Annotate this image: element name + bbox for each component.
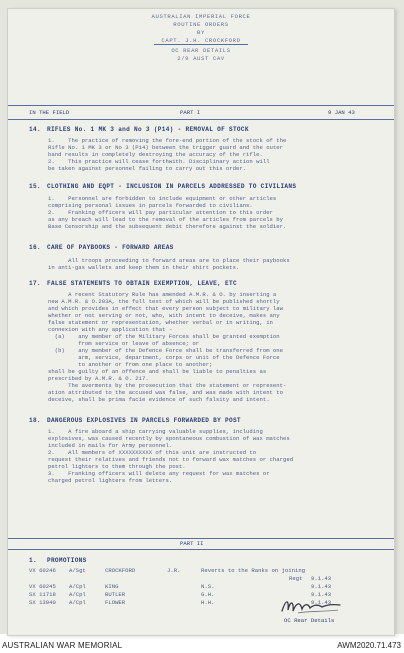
- part-label: PART I: [180, 109, 201, 116]
- section-14-body: 1. The practice of removing the fore-end portion of the stock of the Rifle No. 1 MK 3 or No 3 (P14) between the trigger guard and the outer band results in completely destroying the accuracy of the rifle. 2. This practice will cease forthwith. Disciplinary action will be taken against personnel failing to carry out this order.: [48, 137, 287, 172]
- section-15-heading: [29, 183, 296, 190]
- header-line-2: ROUTINE ORDERS: [173, 21, 229, 28]
- subheader-rule: [8, 119, 394, 120]
- header-line-5: OC REAR DETAILS: [171, 47, 231, 54]
- section-17-body: A recent Statutory Rule has amended A.M.R. & O. by inserting a new A.M.R. & O.203A, the full text of which will be published shortly and which provides in effect that every person subject to military law whether or not serving or not, who, with intent to deceive, makes any false statement or representation, whether verbal or in writing, in connexion with any application that - (a) any member of the Military Forces shall be granted exemption from service or leave of absence; or (b) any member of the Defence Force shall be transferred from one arm, service, department, corps or unit of the Defence Force to another or from one place to another; shall be guilty of an offence and shall be liable to penalties as prescribed by A.M.R. & O. 217. The averments by the prosecution that the statement or represent- ation attributed to the accused was false, and was made with intent to deceive, shall be prima facie evidence of such falsity and intent.: [48, 291, 287, 403]
- section-16-heading: [29, 244, 174, 251]
- order-date: 9 JAN 43: [328, 109, 355, 116]
- handwritten-signature: [280, 595, 344, 617]
- location: IN THE FIELD: [29, 109, 70, 116]
- footer-credit: AUSTRALIAN WAR MEMORIAL: [2, 641, 123, 650]
- part2-rule-bottom: [8, 549, 394, 550]
- header-line-3: BY: [197, 29, 205, 36]
- section-18-body: 1. A fire aboard a ship carrying valuable supplies, including explosives, was caused recently by spontaneous combustion of wax matches included in mails for Army personnel. 2. All members of XXXXXXXXXX of this unit are instructed to request their relatives and friends not to forward wax matches or charged petrol lighters to them through the post. 3. Franking officers will delete any request for wax matches or charged petrol lighters from letters.: [48, 428, 294, 484]
- header-line-1: AUSTRALIAN IMPERIAL FORCE: [151, 13, 251, 20]
- top-rule: [8, 105, 394, 106]
- section-number: 17.: [29, 280, 41, 287]
- section-title: CARE OF PAYBOOKS - FORWARD AREAS: [47, 244, 174, 251]
- section-title: DANGEROUS EXPLOSIVES IN PARCELS FORWARDED BY POST: [47, 417, 241, 424]
- section-16-body: All troops proceeding to forward areas are to place their paybooks in anti-gas wallets and keep them in their shirt pockets.: [48, 257, 290, 271]
- section-number: 14.: [29, 126, 41, 133]
- section-17-heading: [29, 280, 237, 287]
- section-title: CLOTHING AND EQPT - INCLUSION IN PARCELS ADDRESSED TO CIVILIANS: [47, 183, 297, 190]
- header-line-4: CAPT. J.H. CROCKFORD: [161, 37, 241, 44]
- section-number: 15.: [29, 183, 41, 190]
- signoff: OC Rear Details: [284, 617, 335, 624]
- section-number: 16.: [29, 244, 41, 251]
- section-title: FALSE STATEMENTS TO OBTAIN EXEMPTION, LEAVE, ETC: [47, 280, 237, 287]
- footer-id: AWM2020.71.473: [337, 641, 401, 650]
- header-line-6: 2/9 AUST CAV: [177, 55, 225, 62]
- section-15-body: 1. Personnel are forbidden to include equipment or other articles comprising personal issues in parcels forwarded to civilians. 2. Franking officers will pay particular attention to this order as any breach will lead to the removal of the articles from parcels by Base Censorship and the subsequent debit therefore against the soldier.: [48, 195, 287, 230]
- section-title: RIFLES No. 1 MK 3 and No 3 (P14) - REMOVAL OF STOCK: [47, 126, 249, 133]
- item-title: PROMOTIONS: [47, 557, 87, 564]
- item-number: 1.: [29, 557, 37, 564]
- part2-label: PART II: [180, 540, 204, 547]
- header-underline: [154, 44, 248, 45]
- section-number: 18.: [29, 417, 41, 424]
- section-18-heading: [29, 417, 241, 424]
- part2-item-heading: [29, 557, 87, 564]
- document-page: AUSTRALIAN IMPERIAL FORCE ROUTINE ORDERS BY CAPT. J.H. CROCKFORD OC REAR DETAILS 2/9 AUST CAV IN THE FIELD PART I 9 JAN 43 14. RIFLES No. 1 MK 3 and No 3 (P14) - REMOVAL OF STOCK 1. The practice of removing the fore-end portion of the stock of the Rifle No. 1 MK 3 or No 3 (P14) between the trigger guard and the outer band results in completely destroying the accuracy of the rifle. 2. This practice will cease forthwith. Disciplinary action will be taken against personnel failing to carry out this order. 15. CLOTHING AND EQPT - INCLUSION IN PARCELS ADDRESSED TO CIVILIANS 1. Personnel are forbidden to include equipment or other articles comprising personal issues in parcels forwarded to civilians. 2. Franking officers will pay particular attention to this order as any breach will lead to the removal of the articles from parcels by Base Censorship and the subsequent debit therefore against the soldier. 16. CARE OF PAYBOOKS - FORWARD AREAS All troops proceeding to forward areas are to place their paybooks in anti-gas wallets and keep them in their shirt pockets. 17. FALSE STATEMENTS TO OBTAIN EXEMPTION, LEAVE, ETC A recent Statutory Rule has amended A.M.R. & O. by inserting a new A.M.R. & O.203A, the full text of which will be published shortly and which provides in effect that every person subject to military law whether or not serving or not, who, with intent to deceive, makes any false statement or representation, whether verbal or in writing, in connexion with any application that - (a) any member of the Military Forces shall be granted exemption from service or leave of absence; or (b) any member of the Defence Force shall be transferred from one arm, service, department, corps or unit of the Defence Force to another or from one place to another; shall be guilty of an offence and shall be liable to penalties as prescribed by A.M.R. & O. 217. The averments by the prosecution that the statement or represent- ation attributed to the accused was false, and was made with intent to deceive, shall be prima facie evidence of such falsity and intent. 18. DANGEROUS EXPLOSIVES IN PARCELS FORWARDED BY POST 1. A fire aboard a ship carrying valuable supplies, including explosives, was caused recently by spontaneous combustion of wax matches included in mails for Army personnel. 2. All members of XXXXXXXXXX of this unit are instructed to request their relatives and friends not to forward wax matches or charged petrol lighters to them through the post. 3. Franking officers will delete any request for wax matches or charged petrol lighters from letters. PART II 1. PROMOTIONS VX 60246 A/Sgt CROCKFORD J.R. Reverts to the Ranks on joining Regt 9.1.43 VX 60245 A/Cpl KING N.S. 9.1.43 SX 11718 A/Cpl BUTLER G.H. 9.1.43 SX 13940 A/Cpl FLOWER H.H. 9.1.43 OC Rear Details: [7, 8, 395, 636]
- section-14-heading: [29, 126, 249, 133]
- part2-rule-top: [8, 538, 394, 539]
